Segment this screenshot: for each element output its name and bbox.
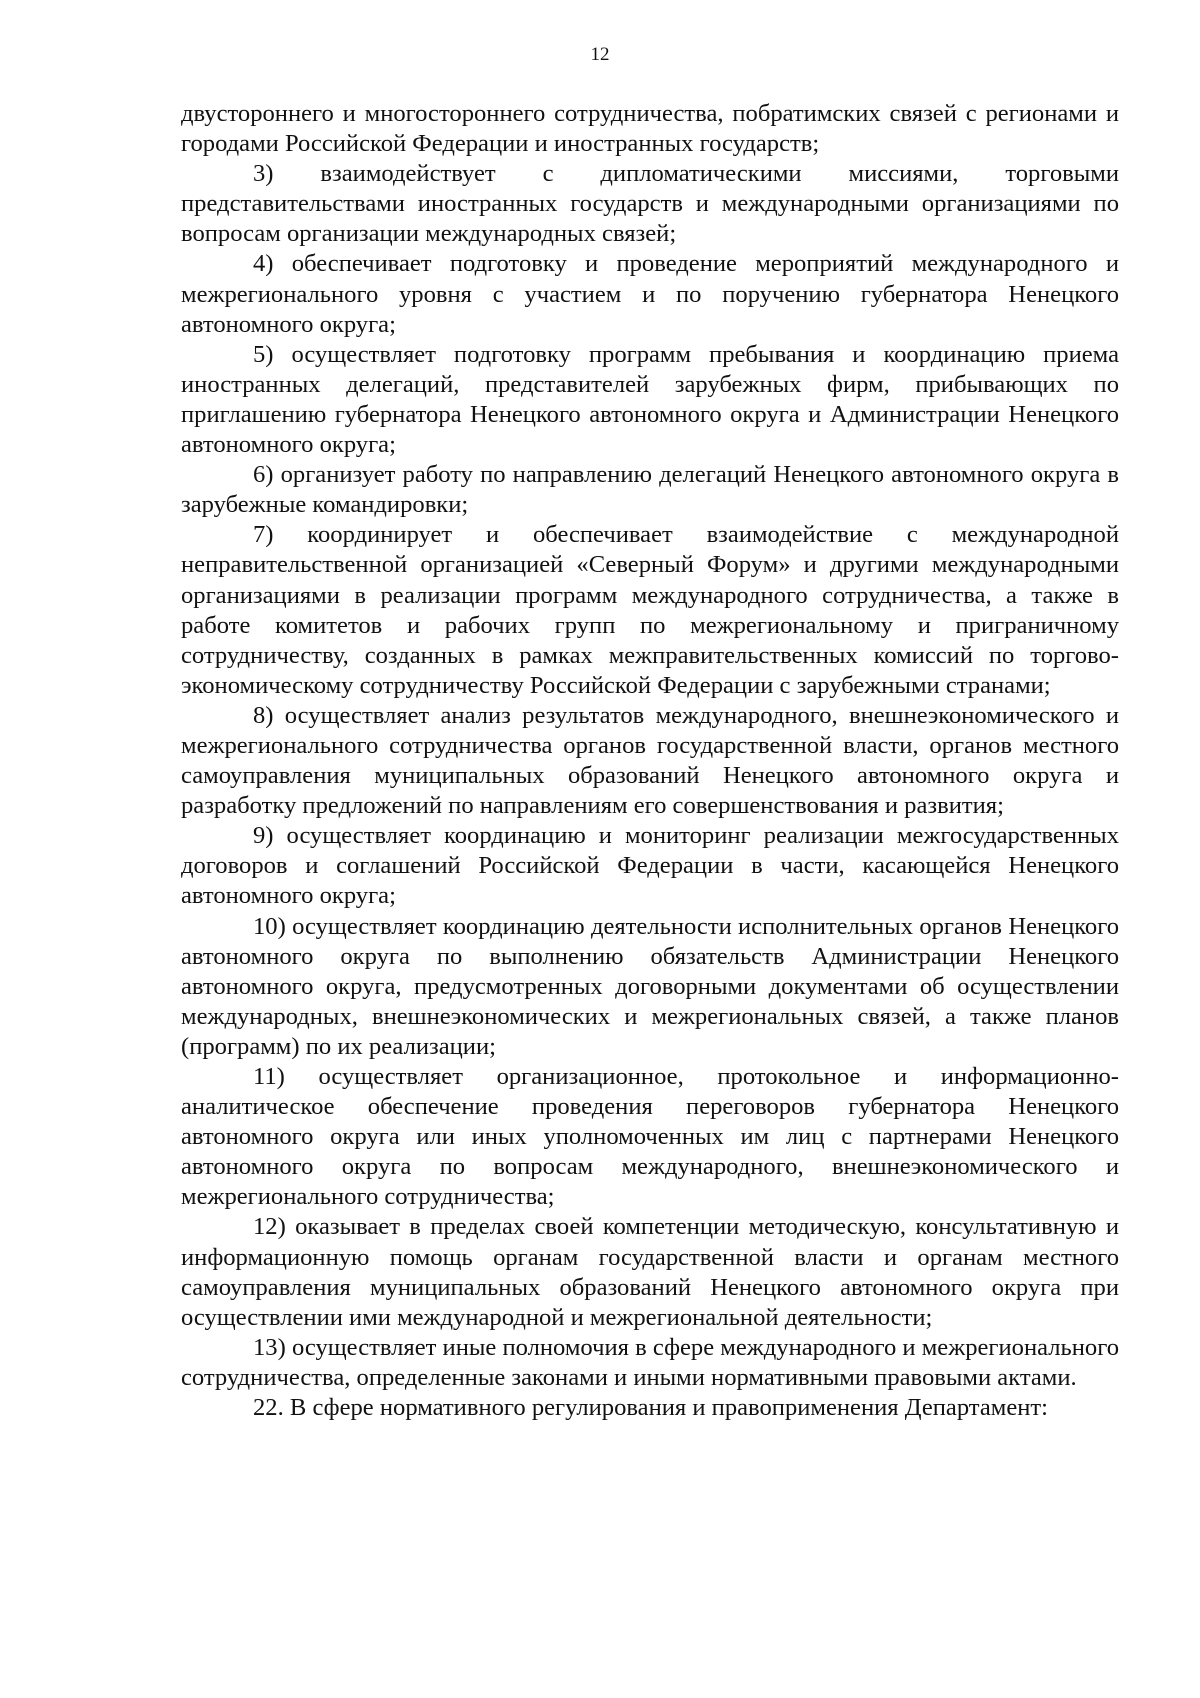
list-item-3: 3) взаимодействует с дипломатическими миссиями, торговыми представительствами иностранных государств и международными организациями по вопросам организации международных связей;	[181, 160, 1119, 248]
list-item-13: 13) осуществляет иные полномочия в сфере международного и межрегионального сотрудничества, определенные законами и иными нормативными правовыми актами.	[181, 1333, 1119, 1391]
list-item-8: 8) осуществляет анализ результатов международного, внешнеэкономического и межрегионального сотрудничества органов государственной власти, органов местного самоуправления муниципальных образований Ненецкого автономного округа и разработку предложений по направлениям его совершенствования и развития;	[181, 701, 1119, 820]
list-item-12: 12) оказывает в пределах своей компетенции методическую, консультативную и информационную помощь органам государственной власти и органам местного самоуправления муниципальных образований Ненецкого автономного округа при осуществлении ими международной и межрегиональной деятельности;	[181, 1213, 1119, 1331]
list-item-5: 5) осуществляет подготовку программ пребывания и координацию приема иностранных делегаций, представителей зарубежных фирм, прибывающих по приглашению губернатора Ненецкого автономного округа и Администрации Ненецкого автономного округа;	[181, 340, 1119, 459]
list-item-10: 10) осуществляет координацию деятельности исполнительных органов Ненецкого автономного округа по выполнению обязательств Администрации Ненецкого автономного округа, предусмотренных договорными документами об осуществлении международных, внешнеэкономических и межрегиональных связей, а также планов (программ) по их реализации;	[181, 912, 1119, 1060]
list-item-11: 11) осуществляет организационное, протокольное и информационно-аналитическое обеспечение проведения переговоров губернатора Ненецкого автономного округа или иных уполномоченных им лиц с партнерами Ненецкого автономного округа по вопросам международного, внешнеэкономического и межрегионального сотрудничества;	[181, 1063, 1119, 1211]
list-item-7: 7) координирует и обеспечивает взаимодействие с международной неправительственной организацией «Северный Форум» и другими международными организациями в реализации программ международного сотрудничества, а также в работе комитетов и рабочих групп по межрегиональному и приграничному сотрудничеству, созданных в рамках межправительственных комиссий по торгово-экономическому сотрудничеству Российской Федерации с зарубежными странами;	[181, 521, 1119, 699]
list-item-6: 6) организует работу по направлению делегаций Ненецкого автономного округа в зарубежные командировки;	[181, 461, 1119, 519]
paragraph-continuation: двустороннего и многостороннего сотрудничества, побратимских связей с регионами и городами Российской Федерации и иностранных государств;	[181, 100, 1119, 158]
list-item-4: 4) обеспечивает подготовку и проведение мероприятий международного и межрегионального уровня с участием и по поручению губернатора Ненецкого автономного округа;	[181, 250, 1119, 338]
document-body	[181, 99, 1119, 1423]
page-number: 12	[590, 44, 610, 65]
list-item-9: 9) осуществляет координацию и мониторинг реализации межгосударственных договоров и соглашений Российской Федерации в части, касающейся Ненецкого автономного округа;	[181, 822, 1119, 910]
section-22-heading: 22. В сфере нормативного регулирования и правоприменения Департамент:	[253, 1394, 1048, 1422]
